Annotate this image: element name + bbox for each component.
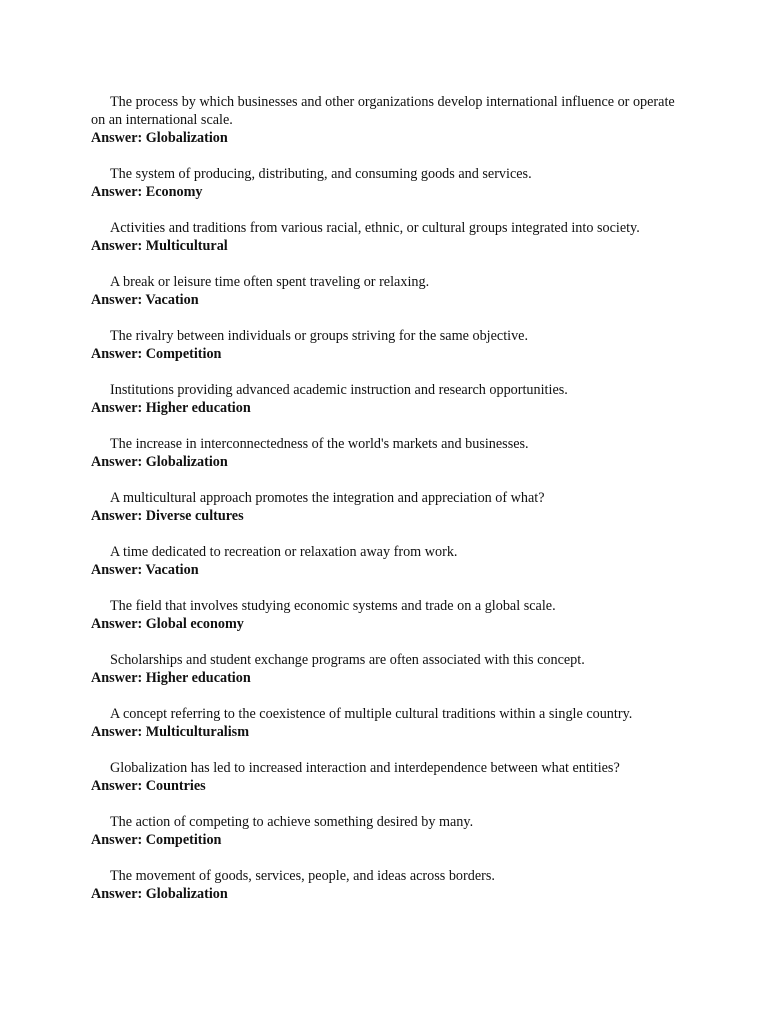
answer-text: Answer: Competition — [91, 832, 222, 848]
qa-item — [91, 597, 691, 633]
qa-item — [91, 381, 691, 417]
qa-item — [91, 813, 691, 849]
qa-item — [91, 651, 691, 687]
question-text: The field that involves studying economic systems and trade on a global scale. — [110, 598, 556, 614]
qa-item — [91, 327, 691, 363]
question-text: A time dedicated to recreation or relaxation away from work. — [110, 544, 458, 560]
question-text: Activities and traditions from various racial, ethnic, or cultural groups integrated into society. — [110, 220, 640, 236]
qa-item — [91, 435, 691, 471]
answer-text: Answer: Vacation — [91, 562, 199, 578]
document-page — [91, 93, 691, 921]
answer-text: Answer: Countries — [91, 778, 206, 794]
qa-item — [91, 273, 691, 309]
answer-text: Answer: Higher education — [91, 670, 251, 686]
qa-item — [91, 93, 691, 147]
answer-text: Answer: Globalization — [91, 130, 228, 146]
answer-text: Answer: Globalization — [91, 454, 228, 470]
qa-item — [91, 219, 691, 255]
question-text: Scholarships and student exchange programs are often associated with this concept. — [110, 652, 585, 668]
question-text: The increase in interconnectedness of the world's markets and businesses. — [110, 436, 529, 452]
qa-item — [91, 705, 691, 741]
qa-item — [91, 867, 691, 903]
qa-item — [91, 165, 691, 201]
answer-text: Answer: Multicultural — [91, 238, 228, 254]
question-text: The action of competing to achieve something desired by many. — [110, 814, 474, 830]
answer-text: Answer: Competition — [91, 346, 222, 362]
question-text: The system of producing, distributing, and consuming goods and services. — [110, 166, 532, 182]
qa-item — [91, 543, 691, 579]
answer-text: Answer: Multiculturalism — [91, 724, 250, 740]
question-text: The process by which businesses and other organizations develop international influence or operate on an international scale. — [91, 94, 675, 128]
question-text: A multicultural approach promotes the integration and appreciation of what? — [110, 490, 545, 506]
answer-text: Answer: Economy — [91, 184, 203, 200]
qa-item — [91, 489, 691, 525]
question-text: A break or leisure time often spent traveling or relaxing. — [110, 274, 430, 290]
answer-text: Answer: Diverse cultures — [91, 508, 244, 524]
answer-text: Answer: Globalization — [91, 886, 228, 902]
answer-text: Answer: Vacation — [91, 292, 199, 308]
question-text: The rivalry between individuals or groups striving for the same objective. — [110, 328, 529, 344]
question-text: Globalization has led to increased interaction and interdependence between what entities? — [110, 760, 620, 776]
question-text: A concept referring to the coexistence of multiple cultural traditions within a single country. — [110, 706, 633, 722]
question-text: Institutions providing advanced academic instruction and research opportunities. — [110, 382, 568, 398]
qa-item — [91, 759, 691, 795]
answer-text: Answer: Higher education — [91, 400, 251, 416]
answer-text: Answer: Global economy — [91, 616, 244, 632]
question-text: The movement of goods, services, people, and ideas across borders. — [110, 868, 495, 884]
